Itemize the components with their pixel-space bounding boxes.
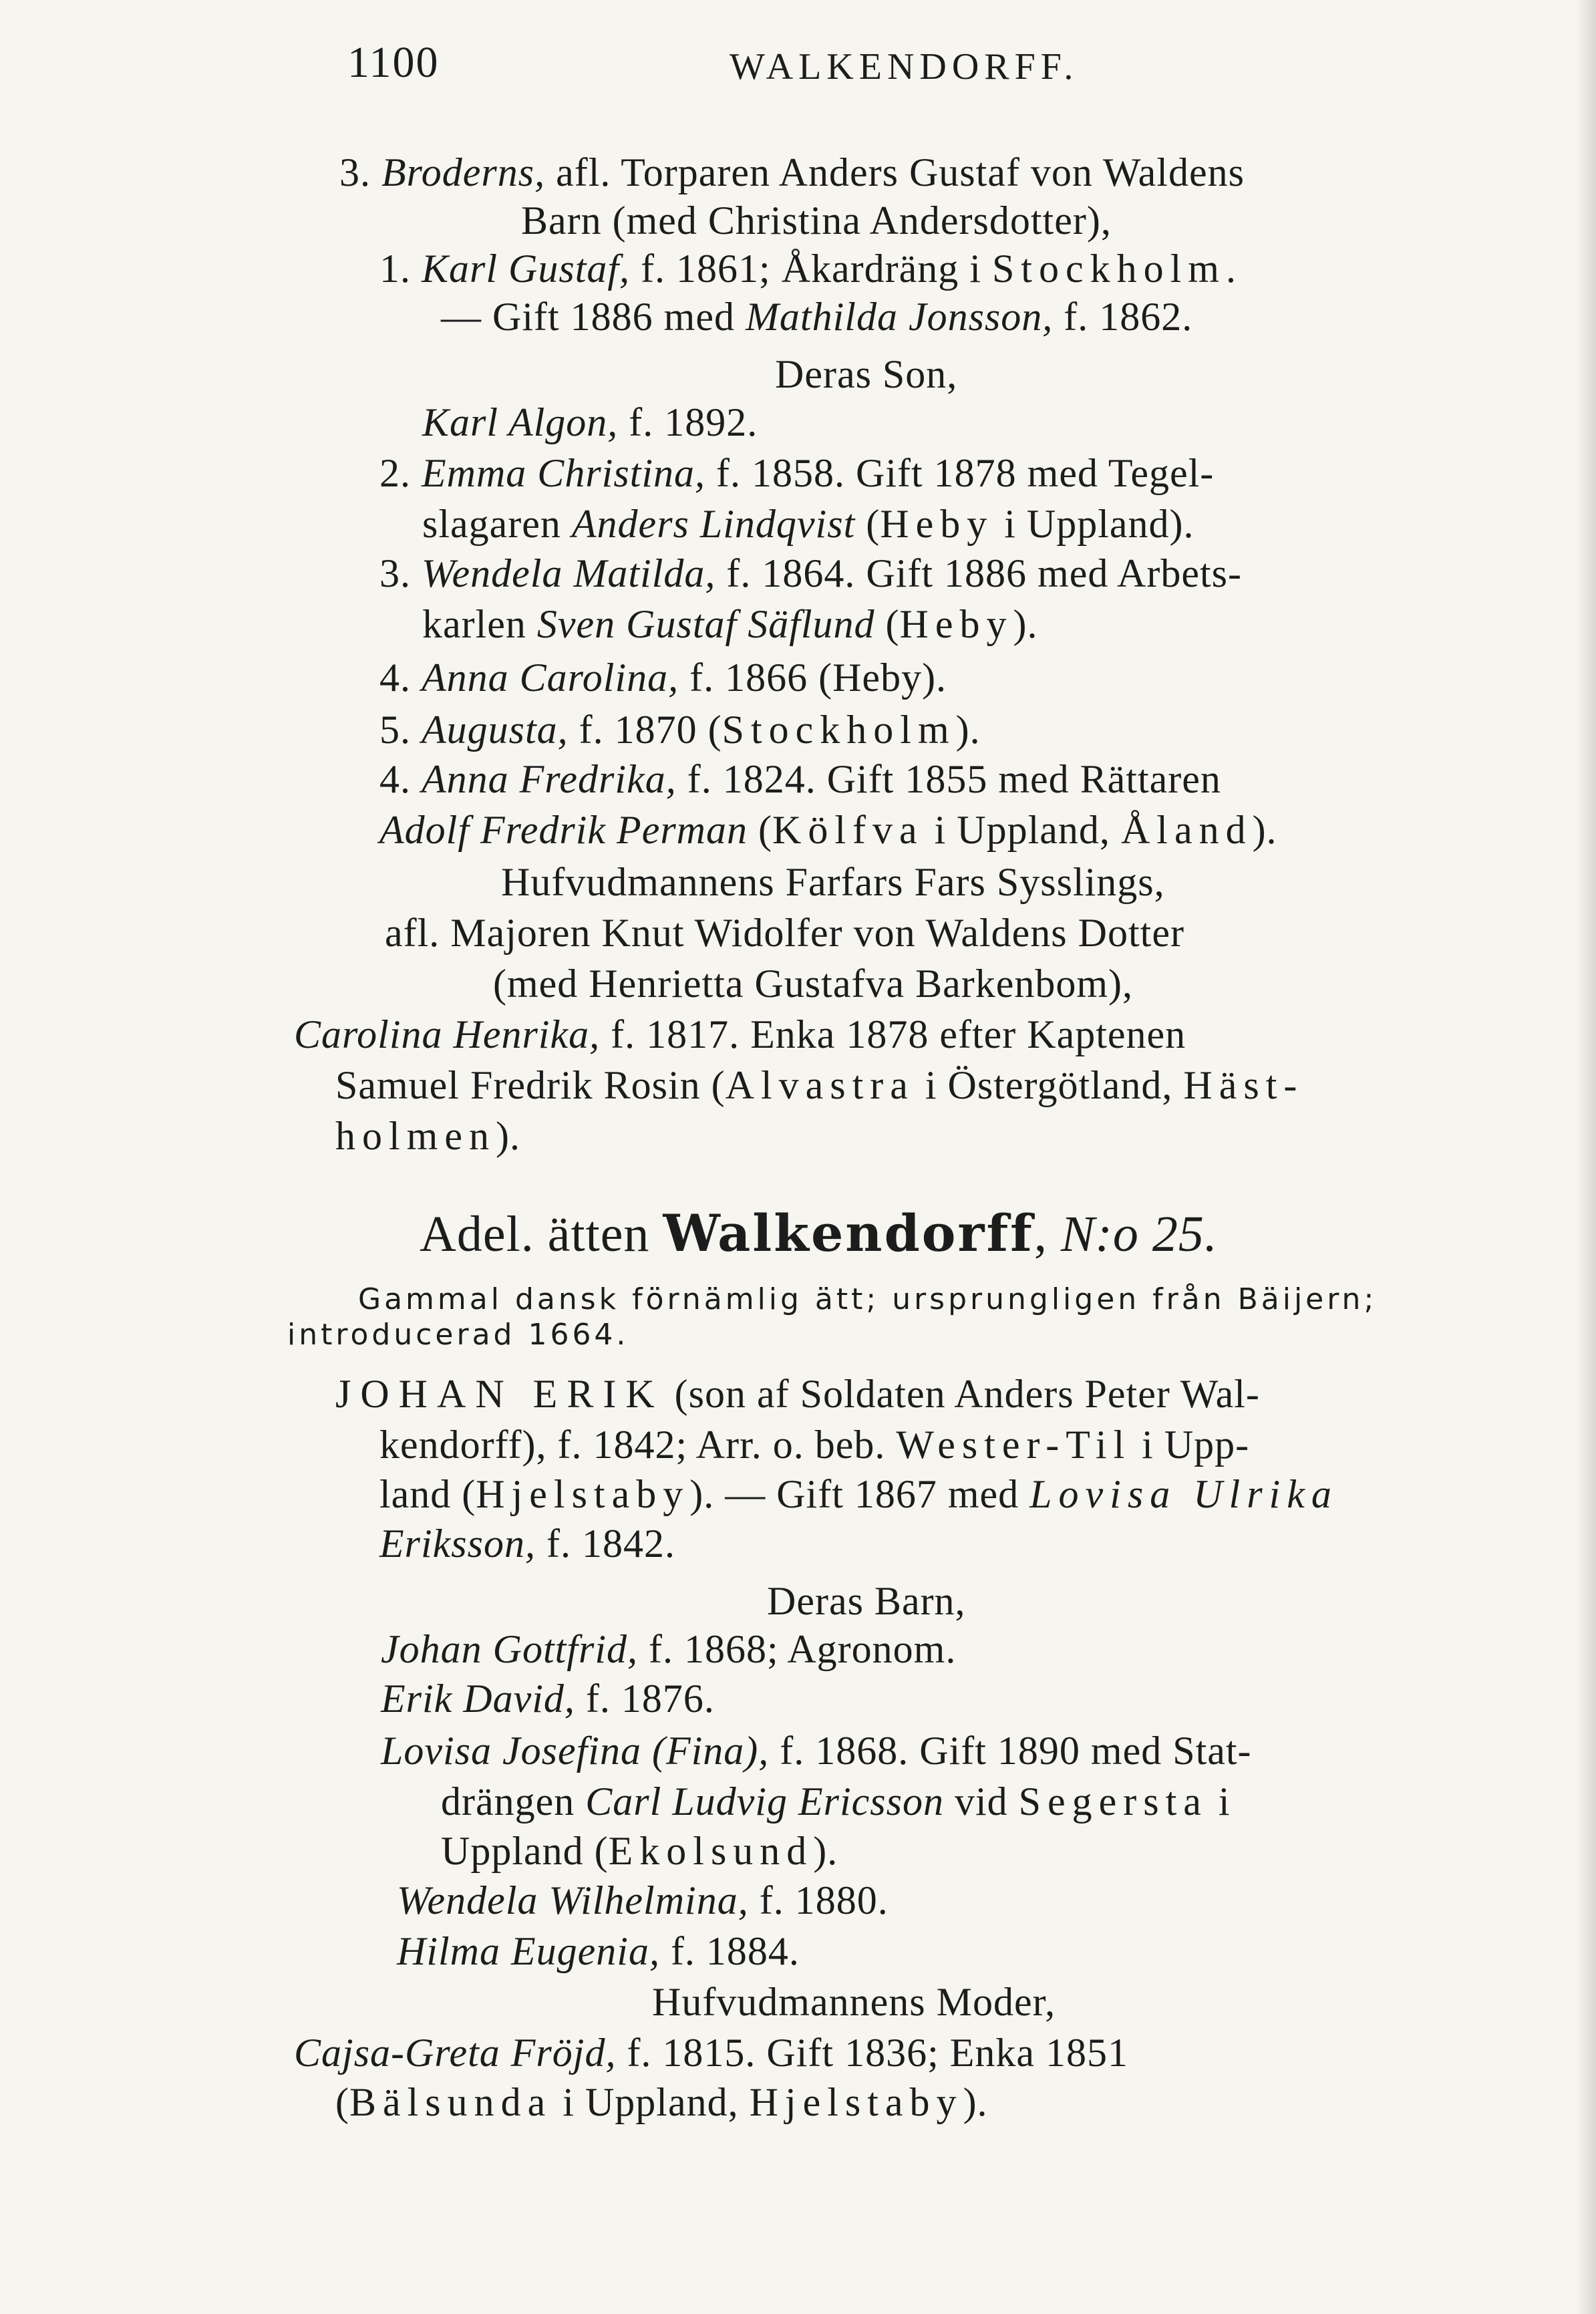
family-intro-line-2: introducerad 1664. [287,1318,629,1352]
member-line-1: JOHAN ERIK (son af Soldaten Anders Peter Wal- [335,1372,1260,1416]
member-line-11: Wendela Wilhelmina, f. 1880. [397,1878,889,1922]
entry-line-17: (med Henrietta Gustafva Barkenbom), [493,962,1133,1006]
family-heading: Adel. ätten Walkendorff, N:o 25. [420,1203,1218,1263]
entry-line-12: 5. Augusta, f. 1870 (Stockholm). [379,708,981,752]
running-title: WALKENDORFF. [730,46,1079,88]
entry-line-5: Deras Son, [775,352,958,396]
entry-line-15: Hufvudmannens Farfars Fars Sysslings, [501,860,1165,904]
entry-line-1: 3. Broderns, afl. Torparen Anders Gustaf von Waldens [339,150,1245,194]
entry-line-4: — Gift 1886 med Mathilda Jonsson, f. 1862. [441,295,1193,339]
member-line-4: Eriksson, f. 1842. [379,1522,675,1566]
member-line-10: Uppland (Ekolsund). [441,1829,838,1873]
member-line-7: Erik David, f. 1876. [381,1677,715,1721]
entry-line-16: afl. Majoren Knut Widolfer von Waldens Dotter [385,911,1184,955]
member-line-8: Lovisa Josefina (Fina), f. 1868. Gift 1890 med Stat- [381,1729,1252,1773]
entry-line-18: Carolina Henrika, f. 1817. Enka 1878 efter Kaptenen [294,1012,1186,1056]
entry-line-9: 3. Wendela Matilda, f. 1864. Gift 1886 med Arbets- [379,551,1242,595]
family-intro-line-1: Gammal dansk förnämlig ätt; ursprungligen från Bäijern; [358,1282,1378,1316]
page-number: 1100 [347,38,440,87]
member-line-9: drängen Carl Ludvig Ericsson vid Segersta i [441,1779,1231,1824]
entry-line-3: 1. Karl Gustaf, f. 1861; Åkardräng i Stockholm. [379,247,1243,291]
entry-line-7: 2. Emma Christina, f. 1858. Gift 1878 med Tegel- [379,451,1215,495]
page-edge-shadow [1576,0,1596,2314]
entry-line-8: slagaren Anders Lindqvist (Heby i Uppland). [422,502,1194,546]
entry-line-13: 4. Anna Fredrika, f. 1824. Gift 1855 med Rättaren [379,757,1221,801]
entry-line-20: holmen). [335,1114,520,1158]
member-line-14: Cajsa-Greta Fröjd, f. 1815. Gift 1836; Enka 1851 [294,2031,1129,2075]
member-line-2: kendorff), f. 1842; Arr. o. beb. Wester-Til i Upp- [379,1423,1250,1467]
entry-line-2: Barn (med Christina Andersdotter), [521,198,1112,243]
member-line-6: Johan Gottfrid, f. 1868; Agronom. [381,1627,957,1671]
member-line-15: (Bälsunda i Uppland, Hjelstaby). [335,2080,988,2124]
member-line-5: Deras Barn, [767,1579,966,1623]
member-line-12: Hilma Eugenia, f. 1884. [397,1929,800,1973]
member-line-13: Hufvudmannens Moder, [652,1980,1056,2024]
entry-line-11: 4. Anna Carolina, f. 1866 (Heby). [379,656,947,700]
entry-line-6: Karl Algon, f. 1892. [422,400,758,444]
member-line-3: land (Hjelstaby). — Gift 1867 med Lovisa Ulrika [379,1472,1338,1516]
entry-line-14: Adolf Fredrik Perman (Kölfva i Uppland, Åland). [379,808,1277,852]
entry-line-10: karlen Sven Gustaf Säflund (Heby). [422,602,1038,646]
entry-line-19: Samuel Fredrik Rosin (Alvastra i Östergötland, Häst- [335,1063,1304,1107]
